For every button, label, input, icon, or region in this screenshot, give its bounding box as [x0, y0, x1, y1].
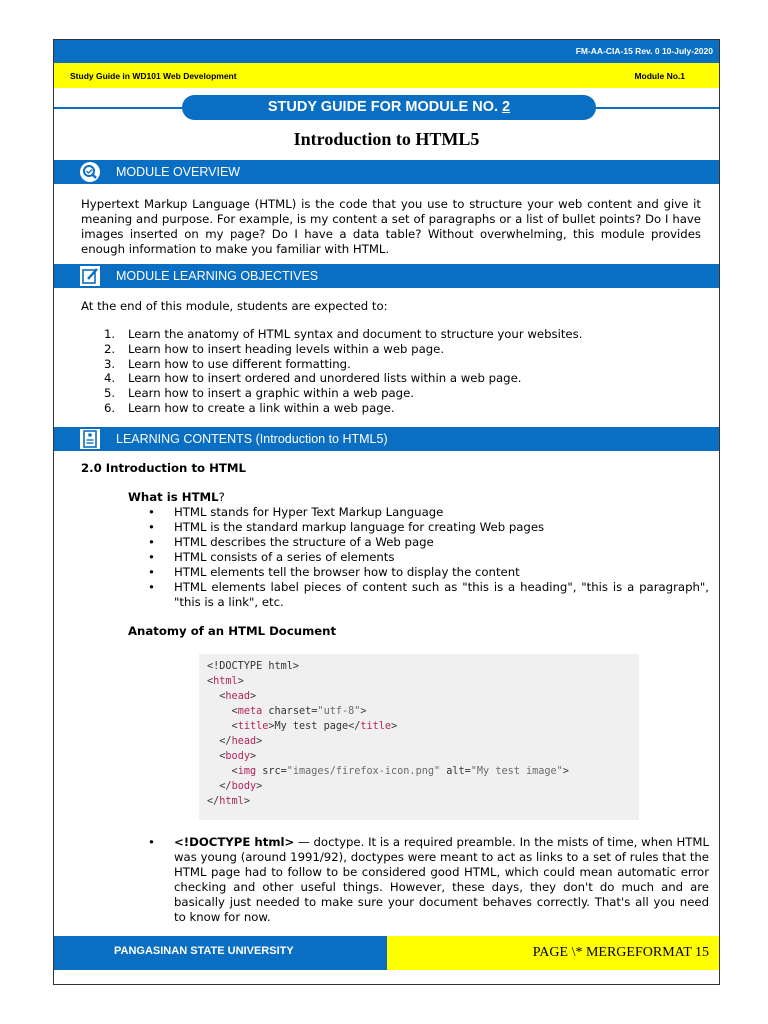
item-number: 5.: [104, 386, 116, 401]
objectives-section-bar: [54, 264, 719, 288]
code-value: "My test image": [470, 766, 563, 777]
code-attr: alt=: [440, 766, 471, 777]
contents-section-bar: [54, 427, 719, 451]
list-item: • HTML elements label pieces of content such as "this is a heading", "this is a paragraph", "this is a link", etc.: [148, 580, 709, 610]
contents-heading-sub: (Introduction to HTML5): [255, 432, 388, 446]
code-bracket: >: [256, 781, 263, 792]
objectives-intro: At the end of this module, students are expected to:: [81, 299, 388, 313]
code-tag: body: [225, 751, 250, 762]
item-number: 6.: [104, 400, 116, 415]
list-item: [104, 401, 582, 416]
code-tag: title: [360, 721, 392, 732]
what-is-heading: [128, 490, 225, 504]
contents-heading-main: LEARNING CONTENTS: [116, 432, 256, 446]
code-bracket: >: [256, 736, 263, 747]
code-bracket: >: [562, 766, 569, 777]
item-text: Learn how to use different formatting.: [128, 356, 351, 371]
pencil-edit-icon: [79, 265, 101, 287]
code-attr: src=: [256, 766, 287, 777]
code-bracket: >: [237, 676, 244, 687]
code-line: [207, 764, 569, 779]
code-line: [207, 749, 569, 764]
code-bracket: <: [219, 691, 226, 702]
code-bracket: </: [207, 796, 220, 807]
code-indent: [207, 751, 219, 762]
code-attr: charset=: [262, 706, 318, 717]
list-item: • HTML elements tell the browser how to display the content: [148, 565, 709, 580]
code-line: [207, 674, 569, 689]
code-tag: html: [213, 676, 238, 687]
module-label: Module No.1: [634, 71, 685, 81]
code-lines: [207, 659, 569, 809]
item-number: 4.: [104, 371, 116, 386]
doctype-body: — doctype. It is a required preamble. In the mists of time, when HTML was young (around 1991/92), doctypes were meant to act as links to a set of rules that the HTML page had to follow to be considered good HTML, which could mean automatic error checking and other useful things. However, these days, they don't do much and are basically just needed to make sure your document behaves correctly. That's all you need to know for now.: [174, 835, 709, 924]
document-list-icon: [79, 428, 101, 450]
code-bracket: </: [348, 721, 361, 732]
item-number: 1.: [104, 327, 116, 341]
code-indent: [207, 736, 219, 747]
code-tag: title: [237, 721, 269, 732]
objectives-list: [104, 327, 582, 416]
code-line: [207, 689, 569, 704]
study-guide-prefix: STUDY GUIDE FOR MODULE NO.: [267, 99, 503, 115]
item-number: 3.: [104, 356, 116, 371]
code-indent: [207, 781, 219, 792]
code-indent: [207, 766, 232, 777]
code-bracket: >: [249, 751, 257, 762]
footer-university: PANGASINAN STATE UNIVERSITY: [114, 945, 294, 957]
what-is-bold: What is HTML: [128, 490, 219, 504]
overview-heading: MODULE OVERVIEW: [116, 165, 241, 179]
list-item: • HTML stands for Hyper Text Markup Language: [148, 505, 709, 520]
code-indent: [207, 691, 219, 702]
footer-page-number: PAGE \* MERGEFORMAT 15: [532, 945, 709, 960]
page-title: Introduction to HTML5: [293, 129, 480, 149]
doctype-explanation: [148, 835, 709, 925]
item-text: Learn how to insert a graphic within a web page.: [128, 386, 415, 401]
list-item: [104, 327, 582, 342]
html-bullets: [148, 505, 709, 610]
code-bracket: <: [219, 751, 226, 762]
code-bracket: <: [231, 721, 238, 732]
overview-paragraph: Hypertext Markup Language (HTML) is the code that you use to structure your web content and give it meaning and purpose. For example, is my content a set of paragraphs or a list of bullet points? Do I have images inserted on my page? Do I have a data table? Without overwhelming, this module provides enough information to make you familiar with HTML.: [81, 197, 701, 256]
doctype-text: [148, 835, 709, 925]
code-line: [207, 719, 569, 734]
code-indent: [207, 706, 232, 717]
list-item: [104, 342, 582, 357]
bullet-mark: •: [148, 835, 155, 849]
code-bracket: >: [268, 721, 275, 732]
item-text: Learn how to insert ordered and unordered lists within a web page.: [128, 371, 522, 386]
contents-heading: [116, 427, 388, 451]
code-line: [207, 734, 569, 749]
overview-section-bar: [54, 160, 719, 184]
list-item: [104, 371, 582, 386]
code-tag: head: [231, 736, 257, 747]
list-item: • HTML is the standard markup language for creating Web pages: [148, 520, 709, 535]
document-page: [53, 39, 720, 985]
code-bracket: </: [219, 736, 232, 747]
study-guide-banner: [182, 95, 596, 120]
code-text: My test page: [274, 721, 349, 732]
anatomy-heading: Anatomy of an HTML Document: [128, 624, 337, 638]
form-code: FM-AA-CIA-15 Rev. 0 10-July-2020: [575, 46, 713, 56]
list-item: [104, 386, 582, 401]
section-title: 2.0 Introduction to HTML: [81, 461, 246, 475]
code-tag: head: [225, 691, 250, 702]
code-line: [207, 704, 569, 719]
code-bracket: <: [207, 676, 214, 687]
code-indent: [207, 721, 232, 732]
code-tag: body: [231, 781, 257, 792]
code-value: "images/firefox-icon.png": [286, 766, 441, 777]
study-guide-number: 2: [502, 99, 511, 115]
code-bracket: >: [243, 796, 250, 807]
code-tag: html: [219, 796, 244, 807]
code-bracket: </: [219, 781, 232, 792]
code-line: [207, 779, 569, 794]
code-bracket: <: [231, 706, 238, 717]
list-item: • HTML describes the structure of a Web page: [148, 535, 709, 550]
code-tag: img: [237, 766, 257, 777]
objectives-heading: MODULE LEARNING OBJECTIVES: [116, 269, 319, 283]
list-item: [104, 357, 582, 372]
code-doctype: <!DOCTYPE html>: [207, 661, 300, 672]
magnifier-icon: [79, 161, 101, 183]
item-text: Learn how to create a link within a web page.: [128, 400, 395, 415]
code-value: "utf-8": [317, 706, 361, 717]
what-is-mark: ?: [218, 490, 225, 504]
code-bracket: >: [360, 706, 367, 717]
code-bracket: <: [231, 766, 238, 777]
code-tag: meta: [237, 706, 263, 717]
doctype-bold: <!DOCTYPE html>: [174, 835, 295, 849]
code-line: [207, 659, 569, 674]
top-blue-bar: [54, 40, 719, 63]
code-bracket: >: [249, 691, 257, 702]
code-line: [207, 794, 569, 809]
item-text: Learn the anatomy of HTML syntax and document to structure your websites.: [128, 327, 583, 341]
code-bracket: >: [391, 721, 398, 732]
item-number: 2.: [104, 341, 116, 356]
item-text: Learn how to insert heading levels within a web page.: [128, 341, 445, 356]
course-label: Study Guide in WD101 Web Development: [70, 71, 237, 81]
list-item: • HTML consists of a series of elements: [148, 550, 709, 565]
